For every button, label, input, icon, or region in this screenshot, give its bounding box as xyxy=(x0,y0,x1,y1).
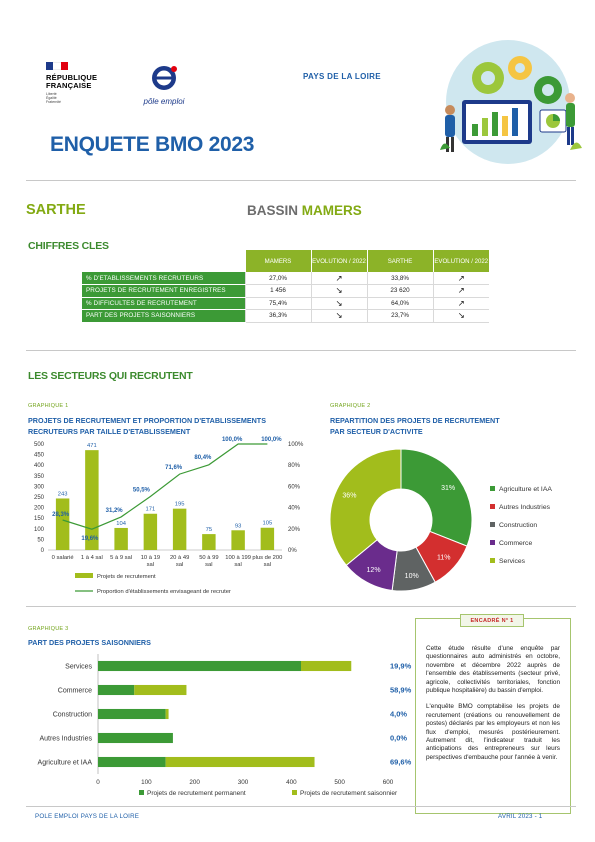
table-row xyxy=(82,272,489,285)
hero-illustration xyxy=(420,38,592,168)
x-tick-label: 200 xyxy=(189,779,200,786)
bar-segment xyxy=(166,757,315,767)
category-label: Construction xyxy=(52,711,92,719)
department-title: SARTHE xyxy=(26,202,86,218)
info-box-paragraph-2: L'enquête BMO comptabilise les projets de recrutement (créations ou renouvellement de postes) déclarés par les employeurs et non les flux d'emploi, mesurés postérieurement. Autrement dit, l'indicateur traduit les anticipations des entrepreneurs sur leurs perspectives d'embauche pour l'année à venir. xyxy=(426,703,560,761)
category-label: Autres Industries xyxy=(39,735,92,743)
graph3-tag: GRAPHIQUE 3 xyxy=(28,626,69,632)
evolution-arrow-icon: ↗ xyxy=(433,297,489,310)
legend-label: Autres Industries xyxy=(499,504,550,511)
slice-label: 12% xyxy=(366,566,381,574)
line-value-label: 100,0% xyxy=(261,437,282,443)
category-label: Agriculture et IAA xyxy=(37,759,92,767)
col-evolution-2: EVOLUTION / 2022 xyxy=(433,250,489,272)
key-figures-table xyxy=(82,250,489,323)
motto-3: Fraternité xyxy=(46,100,61,104)
evolution-arrow-icon: ↘ xyxy=(311,310,367,323)
x-tick-label: plus de 200 sal xyxy=(252,555,283,568)
info-box-paragraph-1: Cette étude résulte d'une enquête par questionnaires auto administrés en octobre, novembre et décembre 2022 auprès de l'ensemble des établissements (secteur privé, agricole, collectivités territoriales, fonction publique hospitalière) du bassin d'emploi. xyxy=(426,645,560,695)
bar-segment xyxy=(301,661,351,671)
graph1-title-line2: RECRUTEURS PAR TAILLE D'ETABLISSEMENT xyxy=(28,427,191,436)
y-tick-label: 0 xyxy=(40,548,44,554)
seasonal-projects-chart xyxy=(20,650,415,805)
bar-value-label: 243 xyxy=(57,491,68,498)
info-box xyxy=(415,618,571,814)
y-tick-label: 100 xyxy=(33,526,44,533)
slice-label: 10% xyxy=(404,572,419,580)
page-title: ENQUETE BMO 2023 xyxy=(50,133,255,156)
mamers-value: 27,0% xyxy=(245,272,311,285)
y-tick-label: 450 xyxy=(33,452,44,459)
evolution-arrow-icon: ↗ xyxy=(433,285,489,298)
slice-label: 11% xyxy=(437,554,451,562)
seasonal-share-label: 4,0% xyxy=(390,709,408,719)
seasonal-share-label: 69,6% xyxy=(390,757,412,767)
row-label: PROJETS DE RECRUTEMENT ENREGISTRES xyxy=(82,285,245,298)
sarthe-value: 64,0% xyxy=(367,297,433,310)
rf-line-2: FRANÇAISE xyxy=(46,81,92,90)
recruitment-by-size-chart xyxy=(20,436,320,601)
republique-francaise-logo xyxy=(46,62,106,104)
graph2-title xyxy=(330,415,550,437)
line-value-label: 71,6% xyxy=(165,465,183,472)
graph2-title-line2: PAR SECTEUR D'ACTIVITE xyxy=(330,427,423,436)
bar xyxy=(261,528,274,550)
row-label: PART DES PROJETS SAISONNIERS xyxy=(82,310,245,323)
col-evolution-1: EVOLUTION / 2022 xyxy=(311,250,367,272)
seasonal-share-label: 58,9% xyxy=(390,685,412,695)
evolution-arrow-icon: ↘ xyxy=(311,285,367,298)
divider xyxy=(26,350,576,351)
x-tick-label: 50 à 99 sal xyxy=(199,555,219,568)
bar-value-label: 75 xyxy=(205,527,213,534)
rf-motto xyxy=(46,92,106,104)
bar xyxy=(85,450,98,550)
bar xyxy=(114,528,127,550)
graph2-tag: GRAPHIQUE 2 xyxy=(330,403,371,409)
info-box-tag: ENCADRÉ N° 1 xyxy=(460,614,524,627)
x-tick-label: 1 à 4 sal xyxy=(80,555,103,561)
bar-value-label: 195 xyxy=(174,501,185,508)
footer-left: POLE EMPLOI PAYS DE LA LOIRE xyxy=(35,813,140,820)
line-value-label: 31,2% xyxy=(105,507,123,514)
legend-label: Services xyxy=(499,558,526,565)
y2-tick-label: 0% xyxy=(288,548,297,554)
secteurs-title: LES SECTEURS QUI RECRUTENT xyxy=(28,370,193,382)
legend-permanent-swatch xyxy=(139,790,144,795)
bar xyxy=(173,509,186,550)
table-corner xyxy=(82,250,245,272)
evolution-arrow-icon: ↘ xyxy=(433,310,489,323)
seasonal-share-label: 0,0% xyxy=(390,733,408,743)
bar xyxy=(231,530,244,550)
x-tick-label: 100 à 199 sal xyxy=(225,555,252,568)
bar xyxy=(56,498,69,550)
x-tick-label: 500 xyxy=(334,779,345,786)
evolution-arrow-icon: ↗ xyxy=(433,272,489,285)
graph1-tag: GRAPHIQUE 1 xyxy=(28,403,69,409)
line-value-label: 50,5% xyxy=(132,487,150,494)
y2-tick-label: 80% xyxy=(288,463,301,470)
x-tick-label: 400 xyxy=(286,779,297,786)
footer-page: AVRIL 2023 - 1 xyxy=(498,813,543,820)
legend-swatch xyxy=(490,522,495,527)
bar-segment xyxy=(166,709,169,719)
row-label: % D'ETABLISSEMENTS RECRUTEURS xyxy=(82,272,245,285)
legend-label: Agriculture et IAA xyxy=(499,486,552,493)
legend-swatch xyxy=(490,486,495,491)
rf-line-1: RÉPUBLIQUE xyxy=(46,73,98,82)
row-label: % DIFFICULTES DE RECRUTEMENT xyxy=(82,297,245,310)
table-row xyxy=(82,297,489,310)
bassin-prefix: BASSIN xyxy=(247,203,302,218)
slice-label: 36% xyxy=(342,492,357,500)
bar-segment xyxy=(98,709,166,719)
seasonal-share-label: 19,9% xyxy=(390,661,412,671)
mamers-value: 36,3% xyxy=(245,310,311,323)
divider xyxy=(26,806,576,807)
x-tick-label: 20 à 49 sal xyxy=(169,555,190,568)
graph1-title-line1: PROJETS DE RECRUTEMENT ET PROPORTION D'ETABLISSEMENTS xyxy=(28,416,266,425)
y2-tick-label: 20% xyxy=(288,526,301,533)
y2-tick-label: 60% xyxy=(288,484,301,491)
legend-bar-label: Projets de recrutement xyxy=(97,574,156,580)
slice-label: 31% xyxy=(441,484,456,492)
x-tick-label: 300 xyxy=(237,779,249,786)
bar xyxy=(202,534,215,550)
legend-line-label: Proportion d'établissements envisageant de recruter xyxy=(97,589,231,595)
y-tick-label: 500 xyxy=(33,442,44,448)
col-mamers: MAMERS xyxy=(245,250,311,272)
pole-emploi-icon xyxy=(149,64,179,92)
graph1-title xyxy=(28,415,308,437)
bar-segment xyxy=(134,685,186,695)
line-value-label: 80,4% xyxy=(194,454,212,461)
table-row xyxy=(82,310,489,323)
y2-tick-label: 100% xyxy=(288,442,304,448)
bassin-name: MAMERS xyxy=(301,203,362,218)
region-label: PAYS DE LA LOIRE xyxy=(303,72,381,81)
y-tick-label: 50 xyxy=(37,537,44,544)
table-row xyxy=(82,285,489,298)
motto-1: Liberté xyxy=(46,92,57,96)
evolution-arrow-icon: ↗ xyxy=(311,272,367,285)
legend-label: Construction xyxy=(499,522,538,529)
bassin-title xyxy=(247,203,362,218)
line-value-label: 19,6% xyxy=(81,536,99,543)
sarthe-value: 23,7% xyxy=(367,310,433,323)
bar-segment xyxy=(98,661,301,671)
x-tick-label: 600 xyxy=(382,779,394,786)
bar-value-label: 104 xyxy=(116,520,126,527)
line-value-label: 28,3% xyxy=(52,512,70,519)
bar-segment xyxy=(98,733,173,743)
bar-value-label: 93 xyxy=(234,523,242,530)
line-value-label: 100,0% xyxy=(221,437,243,443)
legend-swatch xyxy=(490,558,495,563)
marianne-icon xyxy=(46,62,68,70)
x-tick-label: 0 salarié xyxy=(51,555,74,561)
y-tick-label: 400 xyxy=(33,463,44,470)
bar-value-label: 471 xyxy=(87,443,97,450)
category-label: Commerce xyxy=(57,687,92,695)
x-tick-label: 10 à 19 sal xyxy=(140,555,161,568)
category-label: Services xyxy=(65,663,92,671)
sarthe-value: 23 620 xyxy=(367,285,433,298)
pole-emploi-wordmark: pôle emploi xyxy=(143,97,185,106)
evolution-arrow-icon: ↘ xyxy=(311,297,367,310)
motto-2: Égalité xyxy=(46,96,57,100)
table-header-row xyxy=(82,250,489,272)
donut-slice xyxy=(330,449,401,565)
legend-bar-swatch xyxy=(75,573,93,578)
legend-swatch xyxy=(490,540,495,545)
chiffres-cles-title: CHIFFRES CLES xyxy=(28,240,109,252)
mamers-value: 75,4% xyxy=(245,297,311,310)
bar-value-label: 171 xyxy=(145,506,156,513)
y-tick-label: 250 xyxy=(33,495,44,501)
x-tick-label: 0 xyxy=(96,779,100,786)
bar-segment xyxy=(98,685,134,695)
y2-tick-label: 40% xyxy=(288,505,301,512)
legend-seasonal-label: Projets de recrutement saisonnier xyxy=(300,790,398,797)
col-sarthe: SARTHE xyxy=(367,250,433,272)
y-tick-label: 350 xyxy=(33,473,44,480)
divider xyxy=(26,180,576,181)
legend-swatch xyxy=(490,504,495,509)
graph2-title-line1: REPARTITION DES PROJETS DE RECRUTEMENT xyxy=(330,416,500,425)
divider xyxy=(26,606,576,607)
x-tick-label: 5 à 9 sal xyxy=(110,555,133,561)
x-tick-label: 100 xyxy=(141,779,152,786)
graph3-title: PART DES PROJETS SAISONNIERS xyxy=(28,638,151,647)
bar-value-label: 105 xyxy=(262,520,273,527)
mamers-value: 1 456 xyxy=(245,285,311,298)
legend-label: Commerce xyxy=(499,540,533,547)
bar xyxy=(144,514,157,550)
y-tick-label: 150 xyxy=(33,516,44,523)
sector-donut-chart xyxy=(320,440,580,600)
legend-seasonal-swatch xyxy=(292,790,297,795)
key-figures-body xyxy=(82,272,489,322)
legend-permanent-label: Projets de recrutement permanent xyxy=(147,790,246,797)
pole-emploi-logo xyxy=(134,64,194,106)
bar-segment xyxy=(98,757,166,767)
y-tick-label: 200 xyxy=(33,505,44,512)
sarthe-value: 33,8% xyxy=(367,272,433,285)
donut-slice xyxy=(401,449,472,546)
y-tick-label: 300 xyxy=(33,484,44,491)
